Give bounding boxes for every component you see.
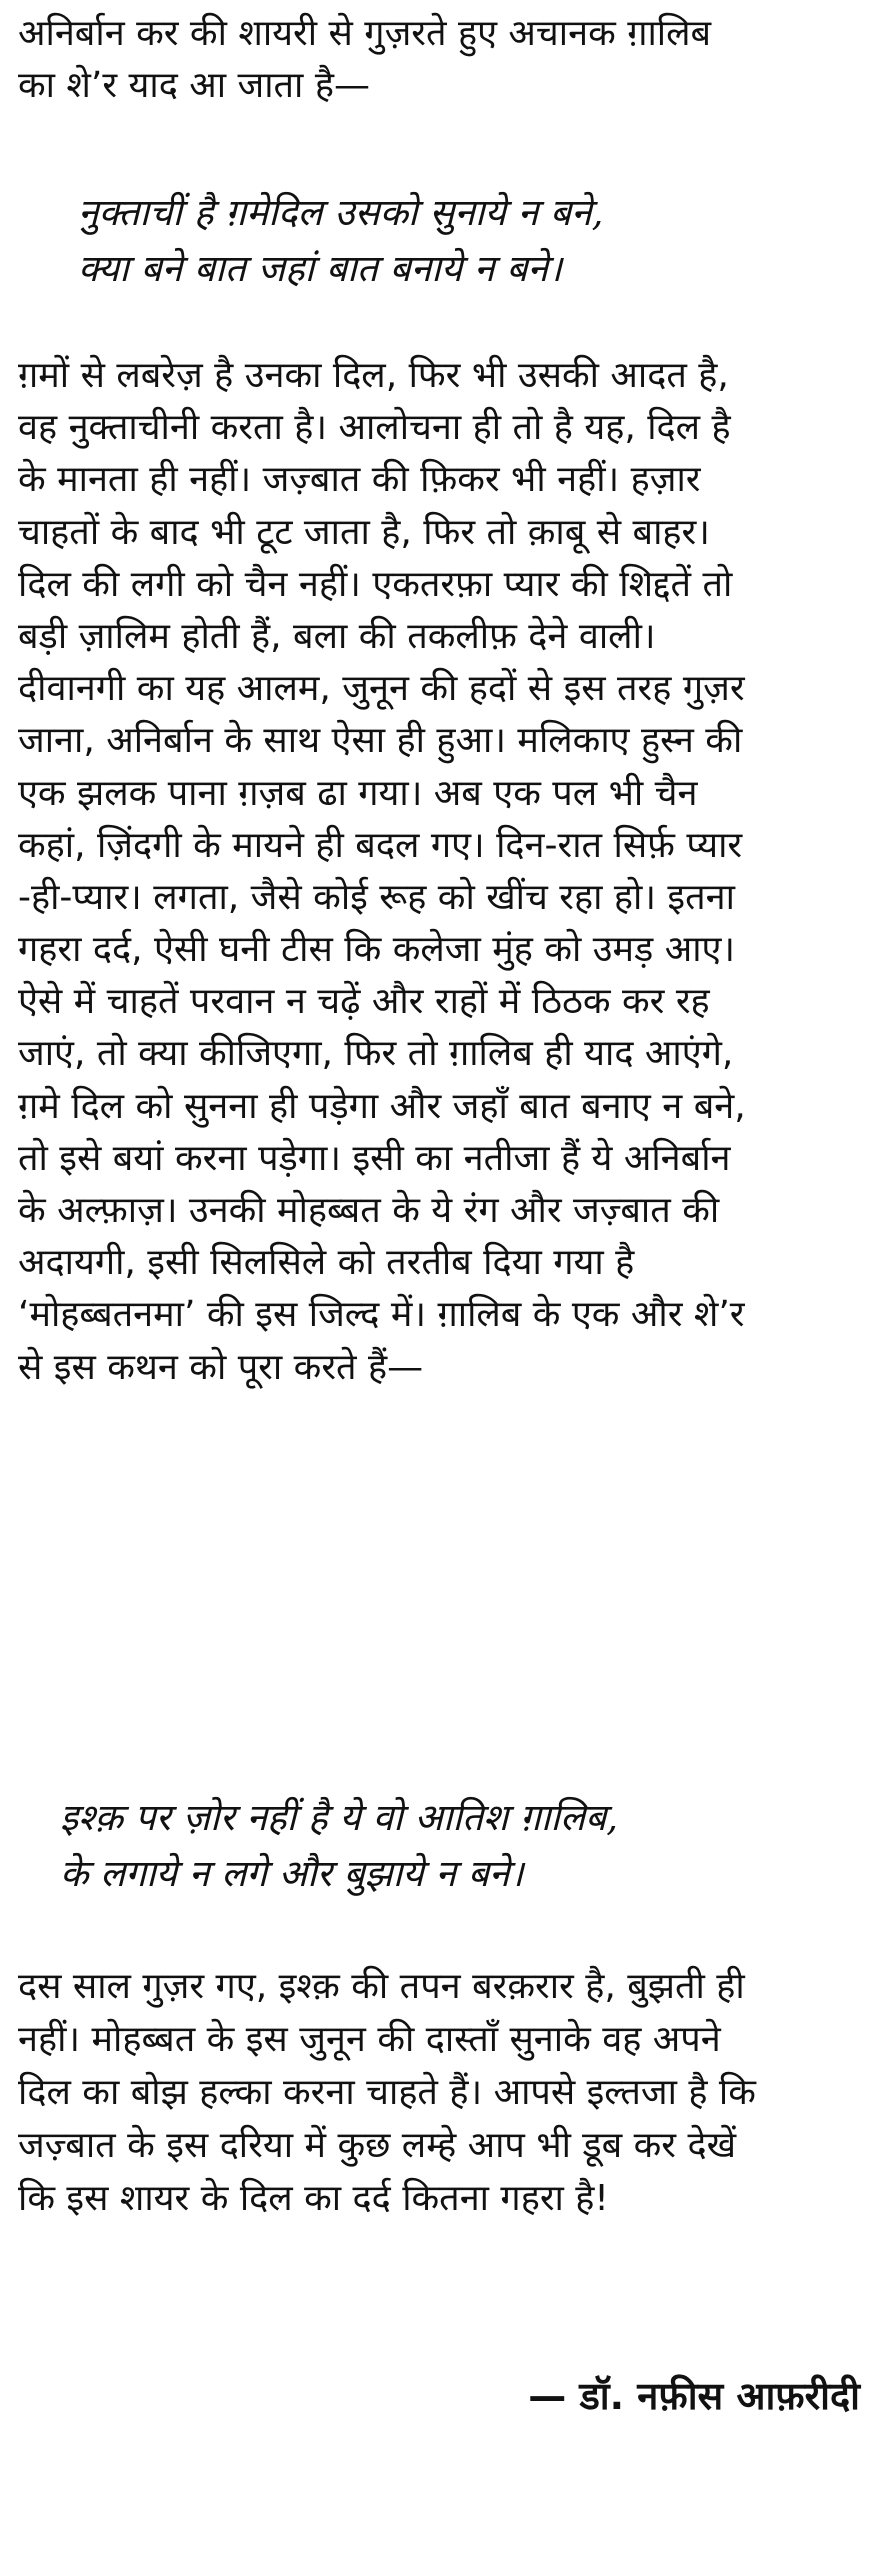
paragraph-line: से इस कथन को पूरा करते हैं— <box>18 1346 424 1388</box>
paragraph-line: तो इसे बयां करना पड़ेगा। इसी का नतीजा हैं ये अनिर्बान <box>18 1137 731 1179</box>
main-paragraph <box>18 350 880 1394</box>
author-signature: — डॉ. नफ़ीस आफ़रीदी <box>528 2374 860 2418</box>
paragraph-line: कि इस शायर के दिल का दर्द कितना गहरा है! <box>18 2178 609 2219</box>
paragraph-line: दस साल गुज़र गए, इश्क़ की तपन बरक़रार है, बुझती ही <box>18 1966 745 2007</box>
paragraph-line: बड़ी ज़ालिम होती हैं, बला की तकलीफ़ देने वाली। <box>18 615 656 657</box>
paragraph-line: अदायगी, इसी सिलसिले को तरतीब दिया गया है <box>18 1242 635 1284</box>
paragraph-line: दिल की लगी को चैन नहीं। एकतरफ़ा प्यार की शिद्दतें तो <box>18 563 733 605</box>
intro-line: अनिर्बान कर की शायरी से गुज़रते हुए अचानक ग़ालिब <box>18 13 712 54</box>
paragraph-line: एक झलक पाना ग़ज़ब ढा गया। अब एक पल भी चैन <box>18 772 698 814</box>
couplet-line: क्या बने बात जहां बात बनाये न बने। <box>78 247 563 290</box>
paragraph-line: दीवानगी का यह आलम, जुनून की हदों से इस तरह गुज़र <box>18 668 745 710</box>
paragraph-line: गहरा दर्द, ऐसी घनी टीस कि कलेजा मुंह को उमड़ आए। <box>18 929 736 971</box>
intro-paragraph <box>18 8 880 112</box>
paragraph-line: के अल्फ़ाज़। उनकी मोहब्बत के ये रंग और जज़्बात की <box>18 1190 720 1231</box>
paragraph-line: चाहतों के बाद भी टूट जाता है, फिर तो क़ाबू से बाहर। <box>18 511 710 553</box>
ghalib-couplet-1 <box>78 185 603 297</box>
paragraph-line: ग़मों से लबरेज़ है उनका दिल, फिर भी उसकी आदत है, <box>18 355 729 396</box>
couplet-line: नुक्ताचीं है ग़मेदिल उसको सुनाये न बने, <box>78 191 604 234</box>
paragraph-line: जज़्बात के इस दरिया में कुछ लम्हे आप भी डूब कर देखें <box>18 2125 737 2166</box>
paragraph-line: जाना, अनिर्बान के साथ ऐसा ही हुआ। मलिकाए हुस्न की <box>18 720 743 762</box>
intro-line: का शे’र याद आ जाता है— <box>18 65 370 106</box>
paragraph-line: कहां, ज़िंदगी के मायने ही बदल गए। दिन-रात सिर्फ़ प्यार <box>18 824 743 866</box>
paragraph-line: वह नुक्ताचीनी करता है। आलोचना ही तो है यह, दिल है <box>18 407 731 449</box>
paragraph-line: ग़मे दिल को सुनना ही पड़ेगा और जहाँ बात बनाए न बने, <box>18 1085 746 1127</box>
paragraph-line: जाएं, तो क्या कीजिएगा, फिर तो ग़ालिब ही याद आएंगे, <box>18 1033 734 1075</box>
paragraph-line: -ही-प्यार। लगता, जैसे कोई रूह को खींच रहा हो। इतना <box>18 876 735 918</box>
couplet-line: इश्क़ पर ज़ोर नहीं है ये वो आतिश ग़ालिब, <box>60 1796 618 1839</box>
closing-paragraph <box>18 1960 880 2225</box>
couplet-line: के लगाये न लगे और बुझाये न बने। <box>60 1852 524 1895</box>
ghalib-couplet-2 <box>60 1790 618 1902</box>
paragraph-line: के मानता ही नहीं। जज़्बात की फ़िकर भी नहीं। हज़ार <box>18 459 701 501</box>
paragraph-line: नहीं। मोहब्बत के इस जुनून की दास्ताँ सुनाके वह अपने <box>18 2019 721 2060</box>
paragraph-line: ‘मोहब्बतनमा’ की इस जिल्द में। ग़ालिब के एक और शे’र <box>18 1294 745 1336</box>
paragraph-line: दिल का बोझ हल्का करना चाहते हैं। आपसे इल्तजा है कि <box>18 2072 756 2113</box>
paragraph-line: ऐसे में चाहतें परवान न चढ़ें और राहों में ठिठक कर रह <box>18 981 710 1023</box>
